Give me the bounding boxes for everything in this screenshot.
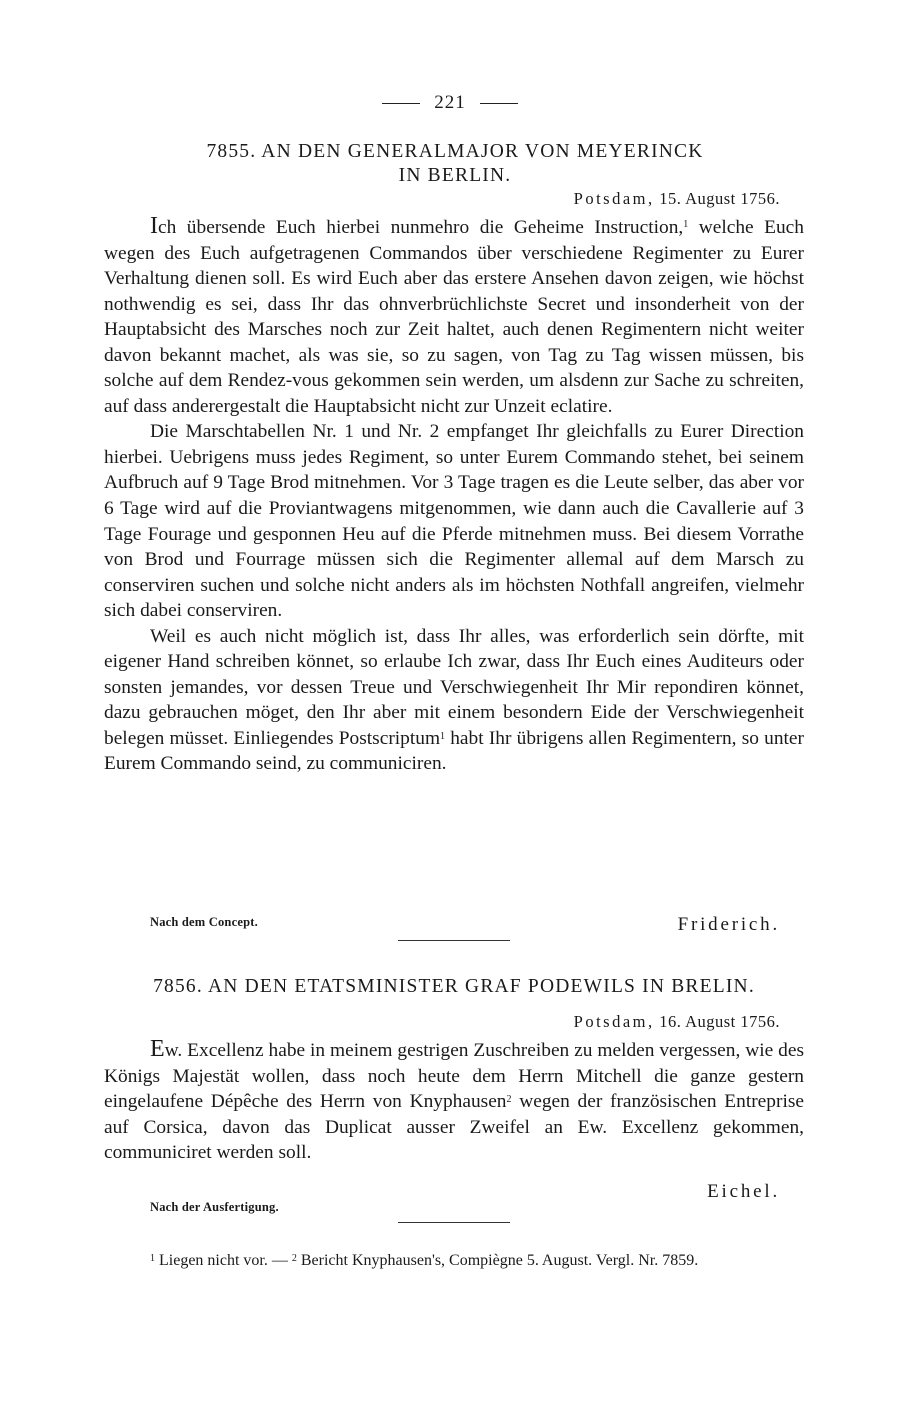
dateline-place: Potsdam,	[573, 189, 655, 208]
paragraph-text: Weil es auch nicht möglich ist, dass Ihr alles, was erforderlich sein dörfte, mit eigener Hand schreiben könnet, so erlaube Ich zwar, dass Ihr Euch eines Auditeurs oder sonsten jemandes, vor dessen Treue und Verschwiegenheit Ihr Mir repondiren könnet, dazu gebrauchen möget, den Ihr aber mit einem besondern Eide der Verschwiegenheit belegen müsset. Einliegendes Postscriptum	[104, 625, 804, 749]
drop-cap: E	[150, 1036, 165, 1062]
footnote-text: Bericht Knyphausen's, Compiègne 5. August. Vergl. Nr. 7859.	[296, 1252, 699, 1269]
dateline	[574, 189, 780, 209]
letter-title-line: IN BERLIN.	[398, 165, 512, 186]
letter-title	[150, 140, 760, 188]
letter-title-line: 7855. AN DEN GENERALMAJOR VON MEYERINCK	[206, 141, 704, 162]
footnote-marker: 1	[440, 730, 446, 742]
dateline-date: 16. August 1756.	[659, 1012, 780, 1031]
paragraph: Die Marschtabellen Nr. 1 und Nr. 2 empfanget Ihr gleichfalls zu Eurer Direction hierbei. Uebrigens muss jedes Regiment, so unter Eurem Commando stehet, bei seinem Aufbruch auf 9 Tage Brod mitnehmen. Vor 3 Tage tragen es die Leute selber, das aber vor 6 Tage wird auf die Proviantwagens mitgenommen, wie dann auch die Cavallerie auf 3 Tage Fourage und gesponnen Heu auf die Pferde mitnehmen muss. Bei diesem Vorrathe von Brod und Fourrage müssen sich die Regimenter allemal auf dem Marsch zu conserviren suchen und solche nicht anders als im höchsten Nothfall angreifen, vielmehr sich dabei conserviren.	[104, 421, 804, 622]
page-header	[0, 92, 900, 114]
source-note: Nach der Ausfertigung.	[150, 1200, 279, 1214]
letter-body	[104, 214, 804, 777]
paragraph-text: w. Excellenz habe in meinem gestrigen Zuschreiben zu melden vergessen, wie des Königs Majestät wollen, dass noch heute dem Herrn Mitchell die ganze gestern eingelaufene Dépêche des Herrn von Knyphausen	[104, 1040, 804, 1113]
footnote-marker: 2	[506, 1094, 512, 1106]
section-divider	[398, 940, 510, 941]
dateline	[574, 1012, 780, 1032]
footnote-text: Liegen nicht vor. —	[155, 1252, 292, 1269]
letter-body	[104, 1037, 804, 1166]
dateline-date: 15. August 1756.	[659, 189, 780, 208]
paragraph-text: welche Euch wegen des Euch aufgetragenen Commandos über verschiedene Regimenter zu Eurer Verhaltung dienen soll. Es wird Euch aber das erstere Ansehen davon zeigen, wie höchst nothwendig es sei, dass Ihr das ohnverbrüchlichste Secret und insonderheit von der Hauptabsicht des Marsches noch zur Zeit haltet, auch denen Regimentern nicht weiter davon bekannt machet, als was sie, so zu sagen, von Tag zu Tag wissen müssen, bis solche auf dem Rendez-vous gekommen sein werden, um alsdenn zur Sache zu schreiten, auf dass anderergestalt die Hauptabsicht nicht zur Unzeit eclatire.	[104, 217, 804, 417]
footnotes	[104, 1250, 804, 1272]
paragraph	[104, 624, 804, 777]
paragraph-text: habt Ihr übrigens allen Regimentern, so unter Eurem Commando seind, zu communiciren.	[104, 727, 804, 775]
paragraph-text: wegen der französischen Entreprise auf Corsica, davon das Duplicat ausser Zweifel an Ew. Excellenz gekommen, communiciret werden soll.	[104, 1091, 804, 1164]
section-divider	[398, 1222, 510, 1223]
footnote-marker: 1	[683, 219, 689, 230]
signature: Eichel.	[707, 1181, 780, 1202]
drop-cap: I	[150, 213, 158, 239]
header-dash-left	[382, 103, 420, 104]
letter-title	[104, 975, 804, 999]
page-number: 221	[434, 92, 466, 113]
source-note: Nach dem Concept.	[150, 915, 258, 929]
paragraph	[104, 1037, 804, 1166]
footnote-marker: 1	[150, 1253, 155, 1264]
paragraph-text: ch übersende Euch hierbei nunmehro die Geheime Instruction,	[158, 217, 684, 238]
footnote-marker: 2	[291, 1253, 297, 1264]
signature: Friderich.	[677, 914, 780, 935]
letter-title-line: 7856. AN DEN ETATSMINISTER GRAF PODEWILS IN BRELIN.	[153, 976, 755, 997]
dateline-place: Potsdam,	[573, 1012, 655, 1031]
header-dash-right	[480, 103, 518, 104]
paragraph	[104, 214, 804, 419]
